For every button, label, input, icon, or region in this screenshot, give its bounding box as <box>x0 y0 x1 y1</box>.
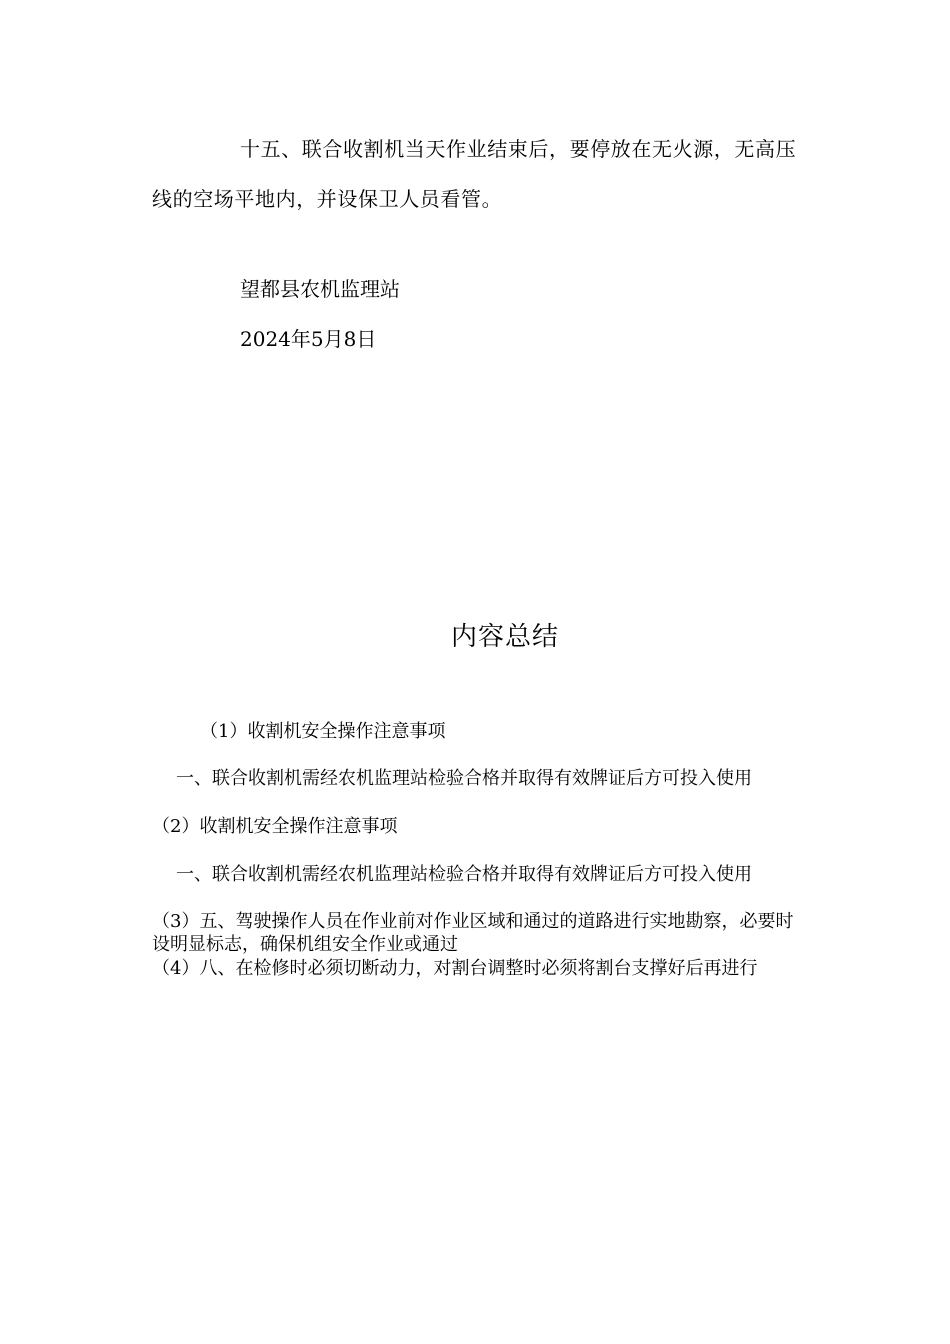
summary-item-4: （4）八、在检修时必须切断动力，对割台调整时必须将割台支撑好后再进行 <box>152 958 758 979</box>
summary-item-2-heading: （2）收割机安全操作注意事项 <box>152 816 398 837</box>
summary-item-1-body: 一、联合收割机需经农机监理站检验合格并取得有效牌证后方可投入使用 <box>176 768 752 789</box>
summary-item-1-heading: （1）收割机安全操作注意事项 <box>200 721 446 742</box>
signature-date: 2024年5月8日 <box>240 327 377 351</box>
summary-item-3: （3）五、驾驶操作人员在作业前对作业区域和通过的道路进行实地勘察，必要时设明显标志，确保机组安全作业或通过 <box>152 911 794 955</box>
summary-item-2-body: 一、联合收割机需经农机监理站检验合格并取得有效牌证后方可投入使用 <box>176 864 752 885</box>
signature-organization: 望都县农机监理站 <box>240 277 400 301</box>
summary-title: 内容总结 <box>450 622 559 652</box>
paragraph-item-15: 十五、联合收割机当天作业结束后，要停放在无火源，无高压线的空场平地内，并设保卫人员看管。 <box>152 137 797 211</box>
